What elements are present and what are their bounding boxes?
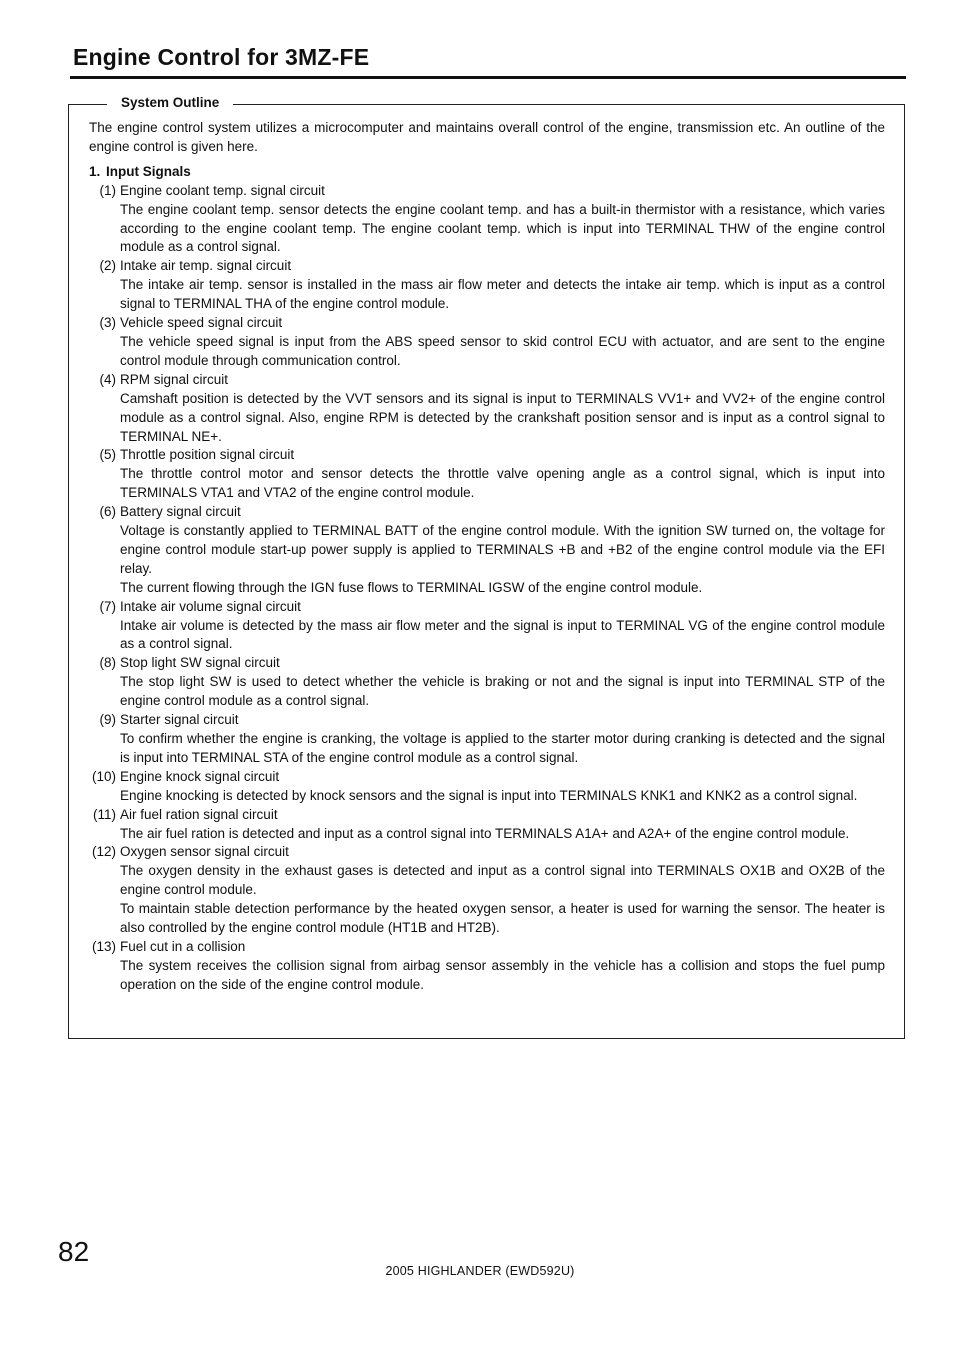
- system-outline-legend: System Outline: [107, 95, 233, 110]
- item-title: Engine knock signal circuit: [120, 768, 280, 784]
- item-heading: [89, 843, 885, 862]
- item-number: (10): [91, 768, 116, 784]
- item-title: Intake air temp. signal circuit: [120, 258, 292, 274]
- item-description: The engine coolant temp. sensor detects the engine coolant temp. and has a built-in thermistor with a resistance, which varies according to the engine coolant temp. The engine coolant temp. which is input into TERMINAL THW of the engine control module as a control signal.: [120, 201, 885, 255]
- list-item: [89, 446, 885, 503]
- item-heading: [89, 257, 885, 276]
- item-title: Engine coolant temp. signal circuit: [120, 182, 325, 198]
- list-item: [89, 371, 885, 447]
- item-heading: [89, 598, 885, 617]
- item-description: The air fuel ration is detected and input as a control signal into TERMINALS A1A+ and A2A+ of the engine control module.: [120, 825, 850, 841]
- list-item: [89, 711, 885, 768]
- item-heading: [89, 446, 885, 465]
- item-description: To maintain stable detection performance by the heated oxygen sensor, a heater is used for warning the sensor. The heater is also controlled by the engine control module (HT1B and HT2B).: [120, 901, 885, 936]
- system-outline-content: [89, 119, 885, 995]
- item-heading: [89, 711, 885, 730]
- list-item: [89, 598, 885, 655]
- item-description: The system receives the collision signal from airbag sensor assembly in the vehicle has a collision and stops the fuel pump operation on the side of the engine control module.: [120, 957, 885, 992]
- item-title: Vehicle speed signal circuit: [120, 315, 283, 331]
- item-number: (11): [92, 806, 116, 822]
- document-reference: 2005 HIGHLANDER (EWD592U): [385, 1264, 575, 1278]
- item-heading: [89, 768, 885, 787]
- item-title: Air fuel ration signal circuit: [120, 806, 278, 822]
- item-title: Throttle position signal circuit: [120, 447, 295, 463]
- item-title: Intake air volume signal circuit: [120, 598, 301, 614]
- title-rule: [70, 76, 906, 79]
- item-number: (4): [99, 371, 116, 387]
- item-description: The oxygen density in the exhaust gases is detected and input as a control signal into TERMINALS OX1B and OX2B of the engine control module.: [120, 863, 885, 898]
- page-number: 82: [58, 1236, 90, 1267]
- item-description: The throttle control motor and sensor detects the throttle valve opening angle as a control signal, which is input into TERMINALS VTA1 and VTA2 of the engine control module.: [120, 466, 885, 501]
- item-number: (2): [99, 258, 116, 274]
- page-title: Engine Control for 3MZ-FE: [73, 44, 370, 70]
- list-item: [89, 768, 885, 806]
- item-number: (1): [99, 182, 116, 198]
- item-title: Oxygen sensor signal circuit: [120, 844, 289, 860]
- list-item: [89, 503, 885, 598]
- item-title: Stop light SW signal circuit: [120, 655, 280, 671]
- list-item: [89, 257, 885, 314]
- item-description: Intake air volume is detected by the mass air flow meter and the signal is input to TERMINAL VG of the engine control module as a control signal.: [120, 617, 885, 652]
- list-item: [89, 843, 885, 938]
- input-signal-list: [89, 182, 885, 995]
- list-item: [89, 314, 885, 371]
- item-number: (8): [99, 655, 116, 671]
- list-item: [89, 182, 885, 258]
- list-item: [89, 806, 885, 844]
- item-heading: [89, 806, 885, 825]
- list-item: [89, 938, 885, 995]
- item-description: The vehicle speed signal is input from the ABS speed sensor to skid control ECU with actuator, and are sent to the engine control module through communication control.: [120, 333, 885, 368]
- item-number: (3): [99, 315, 116, 331]
- item-description: Voltage is constantly applied to TERMINAL BATT of the engine control module. With the ignition SW turned on, the voltage for engine control module start-up power supply is applied to TERMINALS +B and +B2 of the engine control module via the EFI relay.: [120, 523, 885, 576]
- item-title: Battery signal circuit: [120, 504, 241, 520]
- section-heading: [89, 163, 885, 182]
- item-title: Starter signal circuit: [120, 712, 239, 728]
- item-title: RPM signal circuit: [120, 371, 229, 387]
- list-item: [89, 654, 885, 711]
- item-number: (12): [91, 844, 116, 860]
- item-heading: [89, 314, 885, 333]
- item-number: (6): [99, 504, 116, 520]
- section-number: 1.: [89, 163, 101, 179]
- item-title: Fuel cut in a collision: [120, 938, 246, 954]
- item-heading: [89, 503, 885, 522]
- item-description: Camshaft position is detected by the VVT sensors and its signal is input to TERMINALS VV1+ and VV2+ of the engine control module as a control signal. Also, engine RPM is detected by the crankshaft position sensor and is input as a control signal to TERMINAL NE+.: [120, 390, 885, 444]
- item-heading: [89, 371, 885, 390]
- item-description: The intake air temp. sensor is installed in the mass air flow meter and detects the intake air temp. which is input as a control signal to TERMINAL THA of the engine control module.: [120, 277, 885, 312]
- item-description: Engine knocking is detected by knock sensors and the signal is input into TERMINALS KNK1 and KNK2 as a control signal.: [120, 787, 858, 803]
- item-heading: [89, 654, 885, 673]
- item-description: To confirm whether the engine is cranking, the voltage is applied to the starter motor during cranking is detected and the signal is input into TERMINAL STA of the engine control module as a control signal.: [120, 731, 885, 765]
- intro-paragraph: The engine control system utilizes a microcomputer and maintains overall control of the engine, transmission etc. An outline of the engine control is given here.: [89, 120, 885, 154]
- item-number: (5): [99, 447, 116, 463]
- section-title: Input Signals: [106, 163, 191, 179]
- item-heading: [89, 938, 885, 957]
- item-number: (9): [99, 712, 116, 728]
- item-heading: [89, 182, 885, 201]
- item-description: The stop light SW is used to detect whether the vehicle is braking or not and the signal is input into TERMINAL STP of the engine control module as a control signal.: [120, 674, 885, 709]
- item-number: (7): [99, 598, 116, 614]
- item-description: The current flowing through the IGN fuse flows to TERMINAL IGSW of the engine control module.: [120, 579, 703, 595]
- item-number: (13): [91, 938, 116, 954]
